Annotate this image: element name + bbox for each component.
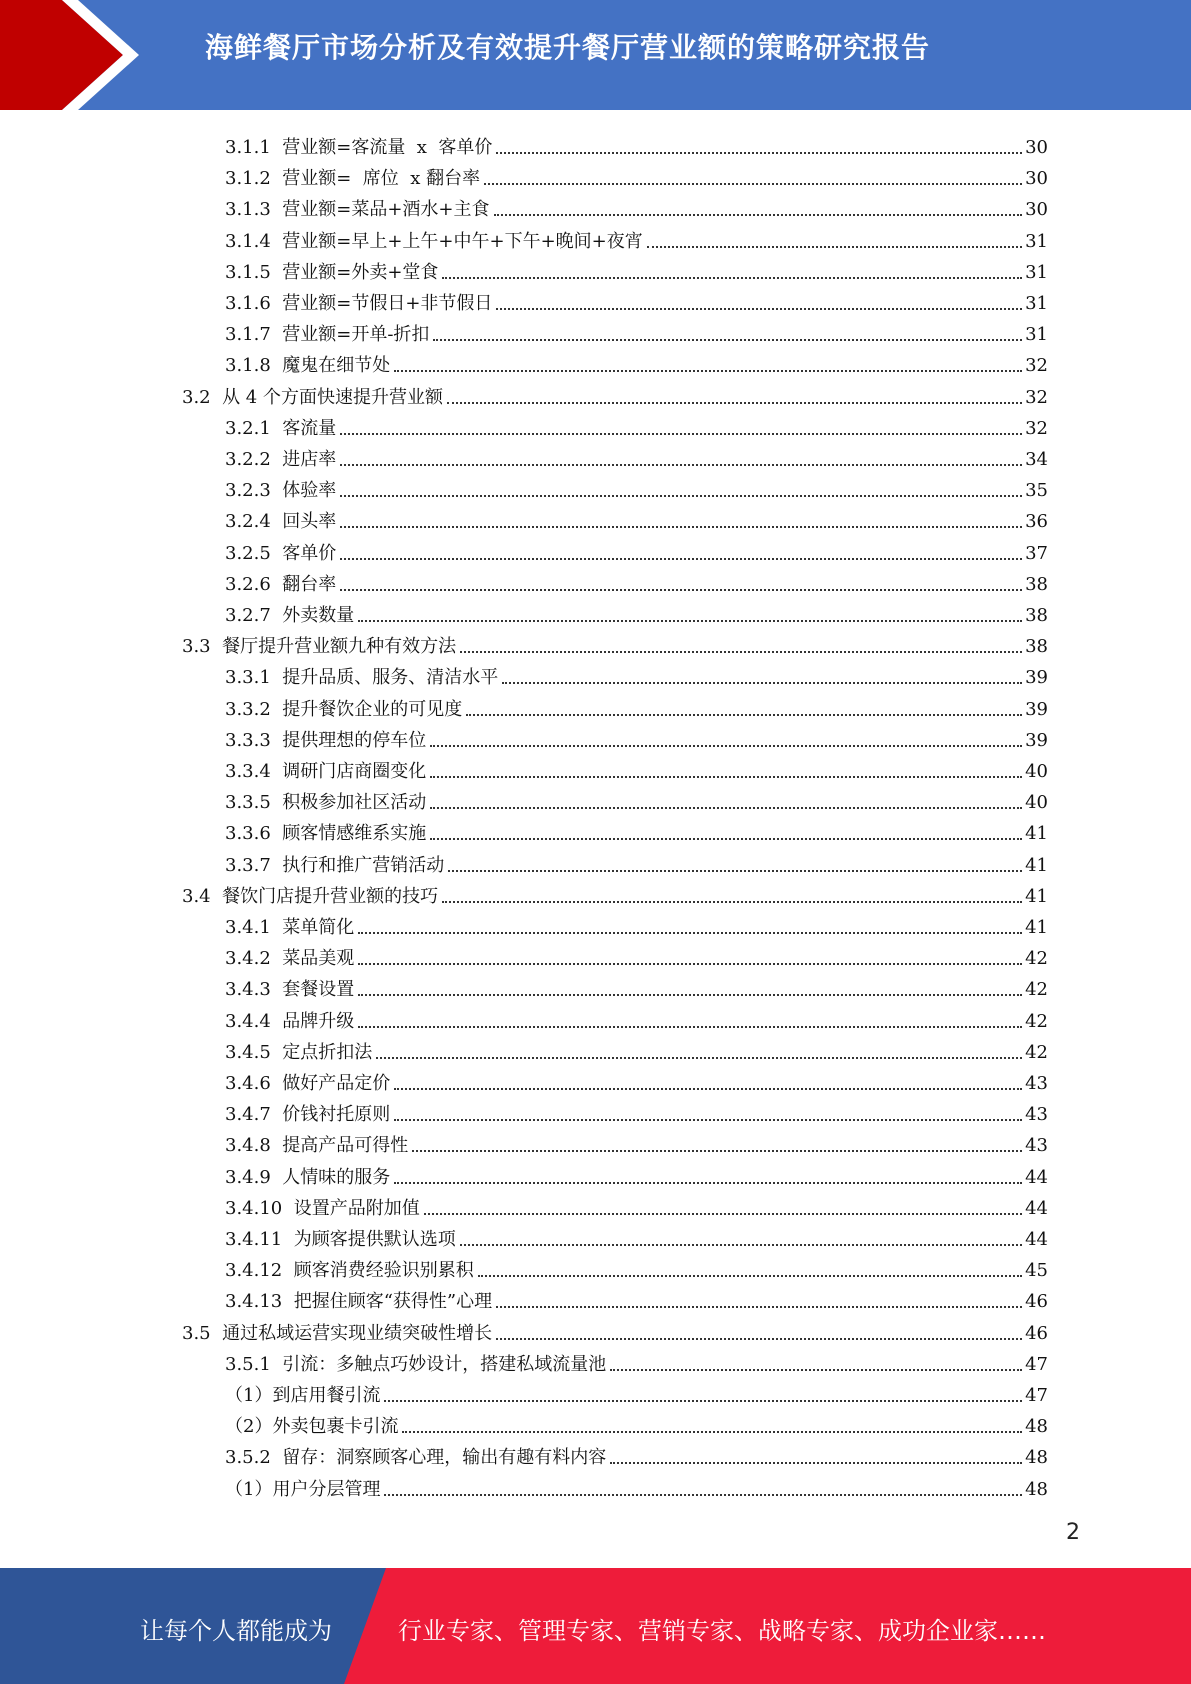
toc-entry-page-number: 34 — [1025, 449, 1048, 470]
toc-entry-page-number: 48 — [1025, 1478, 1048, 1500]
toc-entry[interactable] — [225, 159, 1048, 190]
toc-entry-page-number: 40 — [1025, 792, 1048, 814]
toc-entry-label: 3.4.8 提高产品可得性 — [225, 1135, 409, 1157]
toc-entry-label: 3.3.3 提供理想的停车位 — [225, 729, 427, 751]
toc-entry-page-number: 35 — [1025, 480, 1048, 502]
toc-entry-page-number: 39 — [1025, 729, 1048, 751]
toc-entry-label: 3.5 通过私域运营实现业绩突破性增长 — [182, 1322, 493, 1344]
toc-entry-label: 3.4.9 人情味的服务 — [225, 1166, 391, 1188]
toc-dot-leader — [430, 745, 1022, 747]
toc-entry-label: 3.4.5 定点折扣法 — [225, 1041, 373, 1063]
toc-entry[interactable] — [225, 471, 1048, 502]
toc-dot-leader — [412, 1150, 1022, 1152]
toc-entry-label: （1）用户分层管理 — [225, 1478, 381, 1500]
toc-dot-leader — [442, 901, 1022, 903]
toc-dot-leader — [496, 1338, 1022, 1340]
toc-dot-leader — [494, 214, 1023, 216]
toc-entry-page-number: 42 — [1025, 1041, 1048, 1063]
toc-entry[interactable] — [182, 627, 1048, 658]
toc-entry-label: （1）到店用餐引流 — [225, 1385, 381, 1406]
toc-dot-leader — [394, 1182, 1022, 1184]
toc-entry-page-number: 30 — [1025, 137, 1048, 158]
toc-entry[interactable] — [225, 440, 1048, 471]
toc-entry-label: （2）外卖包裹卡引流 — [225, 1416, 399, 1438]
toc-entry-page-number: 41 — [1025, 885, 1048, 907]
toc-entry-label: 3.4.7 价钱衬托原则 — [225, 1104, 391, 1126]
toc-entry-page-number: 42 — [1025, 979, 1048, 1001]
toc-dot-leader — [647, 246, 1022, 248]
toc-dot-leader — [484, 183, 1022, 185]
toc-entry-page-number: 42 — [1025, 948, 1048, 970]
toc-entry[interactable] — [225, 315, 1048, 346]
toc-entry-page-number: 43 — [1025, 1135, 1048, 1157]
toc-entry[interactable] — [225, 534, 1048, 565]
toc-dot-leader — [610, 1462, 1022, 1464]
toc-entry-page-number: 31 — [1025, 261, 1048, 283]
toc-entry[interactable] — [225, 222, 1048, 253]
toc-entry-label: 3.3.5 积极参加社区活动 — [225, 792, 427, 814]
toc-entry-label: 3.2 从 4 个方面快速提升营业额 — [182, 386, 443, 408]
toc-entry-label: 3.4.11 为顾客提供默认选项 — [225, 1229, 456, 1250]
toc-entry[interactable] — [225, 1064, 1048, 1095]
toc-entry-label: 3.4.10 设置产品附加值 — [225, 1197, 420, 1219]
toc-entry-page-number: 41 — [1025, 823, 1048, 845]
toc-dot-leader — [502, 682, 1022, 684]
toc-entry[interactable] — [225, 1126, 1048, 1157]
toc-entry-label: 3.1.7 营业额=开单-折扣 — [225, 324, 430, 346]
toc-dot-leader — [358, 932, 1022, 934]
toc-entry[interactable] — [182, 877, 1048, 908]
toc-entry-label: 3.2.1 客流量 — [225, 417, 337, 439]
toc-entry-page-number: 39 — [1025, 698, 1048, 720]
toc-entry-page-number: 38 — [1025, 573, 1048, 595]
toc-entry[interactable] — [225, 253, 1048, 284]
toc-entry[interactable] — [225, 128, 1048, 159]
toc-entry[interactable] — [225, 752, 1048, 783]
toc-entry-label: 3.2.4 回头率 — [225, 511, 337, 533]
toc-entry-page-number: 32 — [1025, 386, 1048, 408]
toc-entry[interactable] — [225, 1376, 1048, 1407]
toc-entry-label: 3.1.3 营业额=菜品+酒水+主食 — [225, 199, 490, 221]
page-footer — [0, 1568, 1191, 1684]
footer-slogan-right: 行业专家、管理专家、营销专家、战略专家、成功企业家…… — [398, 1617, 1046, 1645]
toc-entry[interactable] — [225, 1158, 1048, 1189]
toc-entry-label: 3.3.2 提升餐饮企业的可见度 — [225, 698, 463, 720]
toc-dot-leader — [384, 1400, 1022, 1402]
toc-entry-page-number: 39 — [1025, 667, 1048, 689]
toc-entry-page-number: 43 — [1025, 1104, 1048, 1126]
footer-slogan-left: 让每个人都能成为 — [140, 1617, 332, 1645]
toc-dot-leader — [496, 152, 1022, 154]
toc-entry[interactable] — [225, 690, 1048, 721]
toc-dot-leader — [340, 464, 1022, 466]
toc-entry[interactable] — [225, 1033, 1048, 1064]
toc-entry-page-number: 31 — [1025, 324, 1048, 346]
toc-entry[interactable] — [225, 1282, 1048, 1313]
toc-entry-label: 3.4.13 把握住顾客“获得性”心理 — [225, 1291, 493, 1313]
toc-entry-label: 3.4.2 菜品美观 — [225, 948, 355, 970]
toc-entry-label: 3.2.3 体验率 — [225, 480, 337, 502]
toc-entry-label: 3.4.12 顾客消费经验识别累积 — [225, 1260, 474, 1282]
toc-entry-label: 3.4 餐饮门店提升营业额的技巧 — [182, 885, 439, 907]
toc-entry-label: 3.3.6 顾客情感维系实施 — [225, 823, 427, 845]
toc-dot-leader — [442, 277, 1022, 279]
toc-dot-leader — [394, 370, 1022, 372]
toc-dot-leader — [496, 1306, 1022, 1308]
toc-dot-leader — [430, 838, 1022, 840]
toc-dot-leader — [402, 1431, 1022, 1433]
toc-entry-page-number: 45 — [1025, 1260, 1048, 1282]
toc-entry-page-number: 40 — [1025, 761, 1048, 782]
toc-dot-leader — [610, 1369, 1022, 1371]
toc-entry-label: 3.3.1 提升品质、服务、清洁水平 — [225, 667, 499, 689]
toc-entry-label: 3.1.8 魔鬼在细节处 — [225, 355, 391, 377]
toc-entry[interactable] — [225, 814, 1048, 845]
toc-entry-page-number: 47 — [1025, 1353, 1048, 1375]
toc-entry-page-number: 32 — [1025, 355, 1048, 377]
toc-entry-page-number: 44 — [1025, 1197, 1048, 1219]
toc-entry-label: 3.2.6 翻台率 — [225, 573, 337, 595]
toc-entry[interactable] — [225, 970, 1048, 1001]
toc-entry-label: 3.1.6 营业额=节假日+非节假日 — [225, 293, 493, 314]
toc-entry[interactable] — [225, 190, 1048, 221]
toc-entry[interactable] — [225, 565, 1048, 596]
toc-dot-leader — [430, 776, 1022, 778]
toc-entry-page-number: 32 — [1025, 417, 1048, 439]
toc-entry-label: 3.1.4 营业额=早上+上午+中午+下午+晚间+夜宵 — [225, 230, 643, 252]
report-title: 海鲜餐厅市场分析及有效提升餐厅营业额的策略研究报告 — [205, 31, 931, 64]
toc-entry[interactable] — [225, 502, 1048, 533]
toc-entry[interactable] — [225, 939, 1048, 970]
toc-entry-label: 3.3.4 调研门店商圈变化 — [225, 761, 427, 782]
toc-dot-leader — [340, 589, 1022, 591]
toc-dot-leader — [340, 526, 1022, 528]
toc-dot-leader — [466, 714, 1022, 716]
toc-entry-page-number: 37 — [1025, 542, 1048, 564]
toc-dot-leader — [460, 651, 1022, 653]
toc-dot-leader — [478, 1275, 1022, 1277]
toc-entry[interactable] — [225, 1438, 1048, 1469]
toc-entry-label: 3.2.7 外卖数量 — [225, 605, 355, 626]
page-header — [0, 0, 1191, 110]
toc-dot-leader — [394, 1119, 1022, 1121]
toc-dot-leader — [460, 1244, 1022, 1246]
toc-entry[interactable] — [225, 1002, 1048, 1033]
toc-entry-page-number: 44 — [1025, 1166, 1048, 1188]
toc-dot-leader — [358, 1026, 1022, 1028]
page-number: 2 — [1066, 1520, 1080, 1545]
toc-dot-leader — [448, 870, 1022, 872]
toc-entry-label: 3.5.2 留存：洞察顾客心理，输出有趣有料内容 — [225, 1447, 607, 1469]
toc-entry[interactable] — [225, 721, 1048, 752]
toc-entry-label: 3.2.2 进店率 — [225, 449, 337, 470]
toc-entry-page-number: 42 — [1025, 1010, 1048, 1032]
toc-entry-page-number: 31 — [1025, 293, 1048, 314]
toc-dot-leader — [424, 1213, 1022, 1215]
toc-entry[interactable] — [225, 1407, 1048, 1438]
header-arrow-decoration — [0, 0, 160, 110]
toc-entry-label: 3.5.1 引流：多触点巧妙设计，搭建私域流量池 — [225, 1353, 607, 1375]
toc-entry-page-number: 41 — [1025, 854, 1048, 876]
toc-entry-label: 3.2.5 客单价 — [225, 542, 337, 564]
toc-dot-leader — [496, 308, 1022, 310]
toc-dot-leader — [394, 1088, 1022, 1090]
toc-entry-page-number: 46 — [1025, 1322, 1048, 1344]
toc-dot-leader — [358, 994, 1022, 996]
toc-entry-page-number: 30 — [1025, 168, 1048, 190]
toc-entry-page-number: 36 — [1025, 511, 1048, 533]
toc-dot-leader — [358, 963, 1022, 965]
toc-dot-leader — [358, 620, 1022, 622]
toc-dot-leader — [430, 807, 1022, 809]
toc-entry-page-number: 38 — [1025, 636, 1048, 658]
toc-entry-page-number: 31 — [1025, 230, 1048, 252]
toc-entry[interactable] — [225, 346, 1048, 377]
toc-entry[interactable] — [225, 1220, 1048, 1251]
toc-dot-leader — [447, 402, 1022, 404]
toc-entry[interactable] — [225, 1251, 1048, 1282]
toc-dot-leader — [340, 495, 1022, 497]
toc-entry[interactable] — [225, 1095, 1048, 1126]
toc-entry-label: 3.3.7 执行和推广营销活动 — [225, 854, 445, 876]
toc-entry-label: 3.1.2 营业额= 席位 x 翻台率 — [225, 168, 481, 190]
toc-entry[interactable] — [225, 1470, 1048, 1501]
toc-entry-label: 3.4.3 套餐设置 — [225, 979, 355, 1001]
toc-dot-leader — [340, 558, 1022, 560]
toc-entry-page-number: 44 — [1025, 1229, 1048, 1250]
toc-entry-label: 3.4.1 菜单简化 — [225, 917, 355, 938]
toc-entry-label: 3.1.5 营业额=外卖+堂食 — [225, 261, 439, 283]
toc-entry[interactable] — [225, 908, 1048, 939]
toc-dot-leader — [376, 1057, 1022, 1059]
toc-entry-page-number: 48 — [1025, 1416, 1048, 1438]
toc-entry[interactable] — [225, 284, 1048, 315]
toc-entry[interactable] — [225, 409, 1048, 440]
toc-entry[interactable] — [225, 1189, 1048, 1220]
toc-dot-leader — [384, 1494, 1022, 1496]
toc-entry[interactable] — [225, 596, 1048, 627]
toc-entry[interactable] — [225, 783, 1048, 814]
toc-entry[interactable] — [182, 1314, 1048, 1345]
toc-entry-label: 3.4.6 做好产品定价 — [225, 1073, 391, 1094]
toc-entry-page-number: 46 — [1025, 1291, 1048, 1313]
toc-entry-page-number: 43 — [1025, 1073, 1048, 1094]
toc-entry-label: 3.4.4 品牌升级 — [225, 1010, 355, 1032]
toc-entry-page-number: 30 — [1025, 199, 1048, 221]
toc-entry-page-number: 41 — [1025, 917, 1048, 938]
toc-entry-page-number: 48 — [1025, 1447, 1048, 1469]
toc-entry-page-number: 38 — [1025, 605, 1048, 626]
toc-entry[interactable] — [225, 658, 1048, 689]
toc-dot-leader — [340, 433, 1022, 435]
toc-entry[interactable] — [182, 378, 1048, 409]
toc-entry[interactable] — [225, 846, 1048, 877]
toc-entry[interactable] — [225, 1345, 1048, 1376]
toc-entry-page-number: 47 — [1025, 1385, 1048, 1406]
toc-entry-label: 3.1.1 营业额=客流量 x 客单价 — [225, 137, 493, 158]
toc-dot-leader — [433, 339, 1022, 341]
toc-entry-label: 3.3 餐厅提升营业额九种有效方法 — [182, 636, 457, 658]
